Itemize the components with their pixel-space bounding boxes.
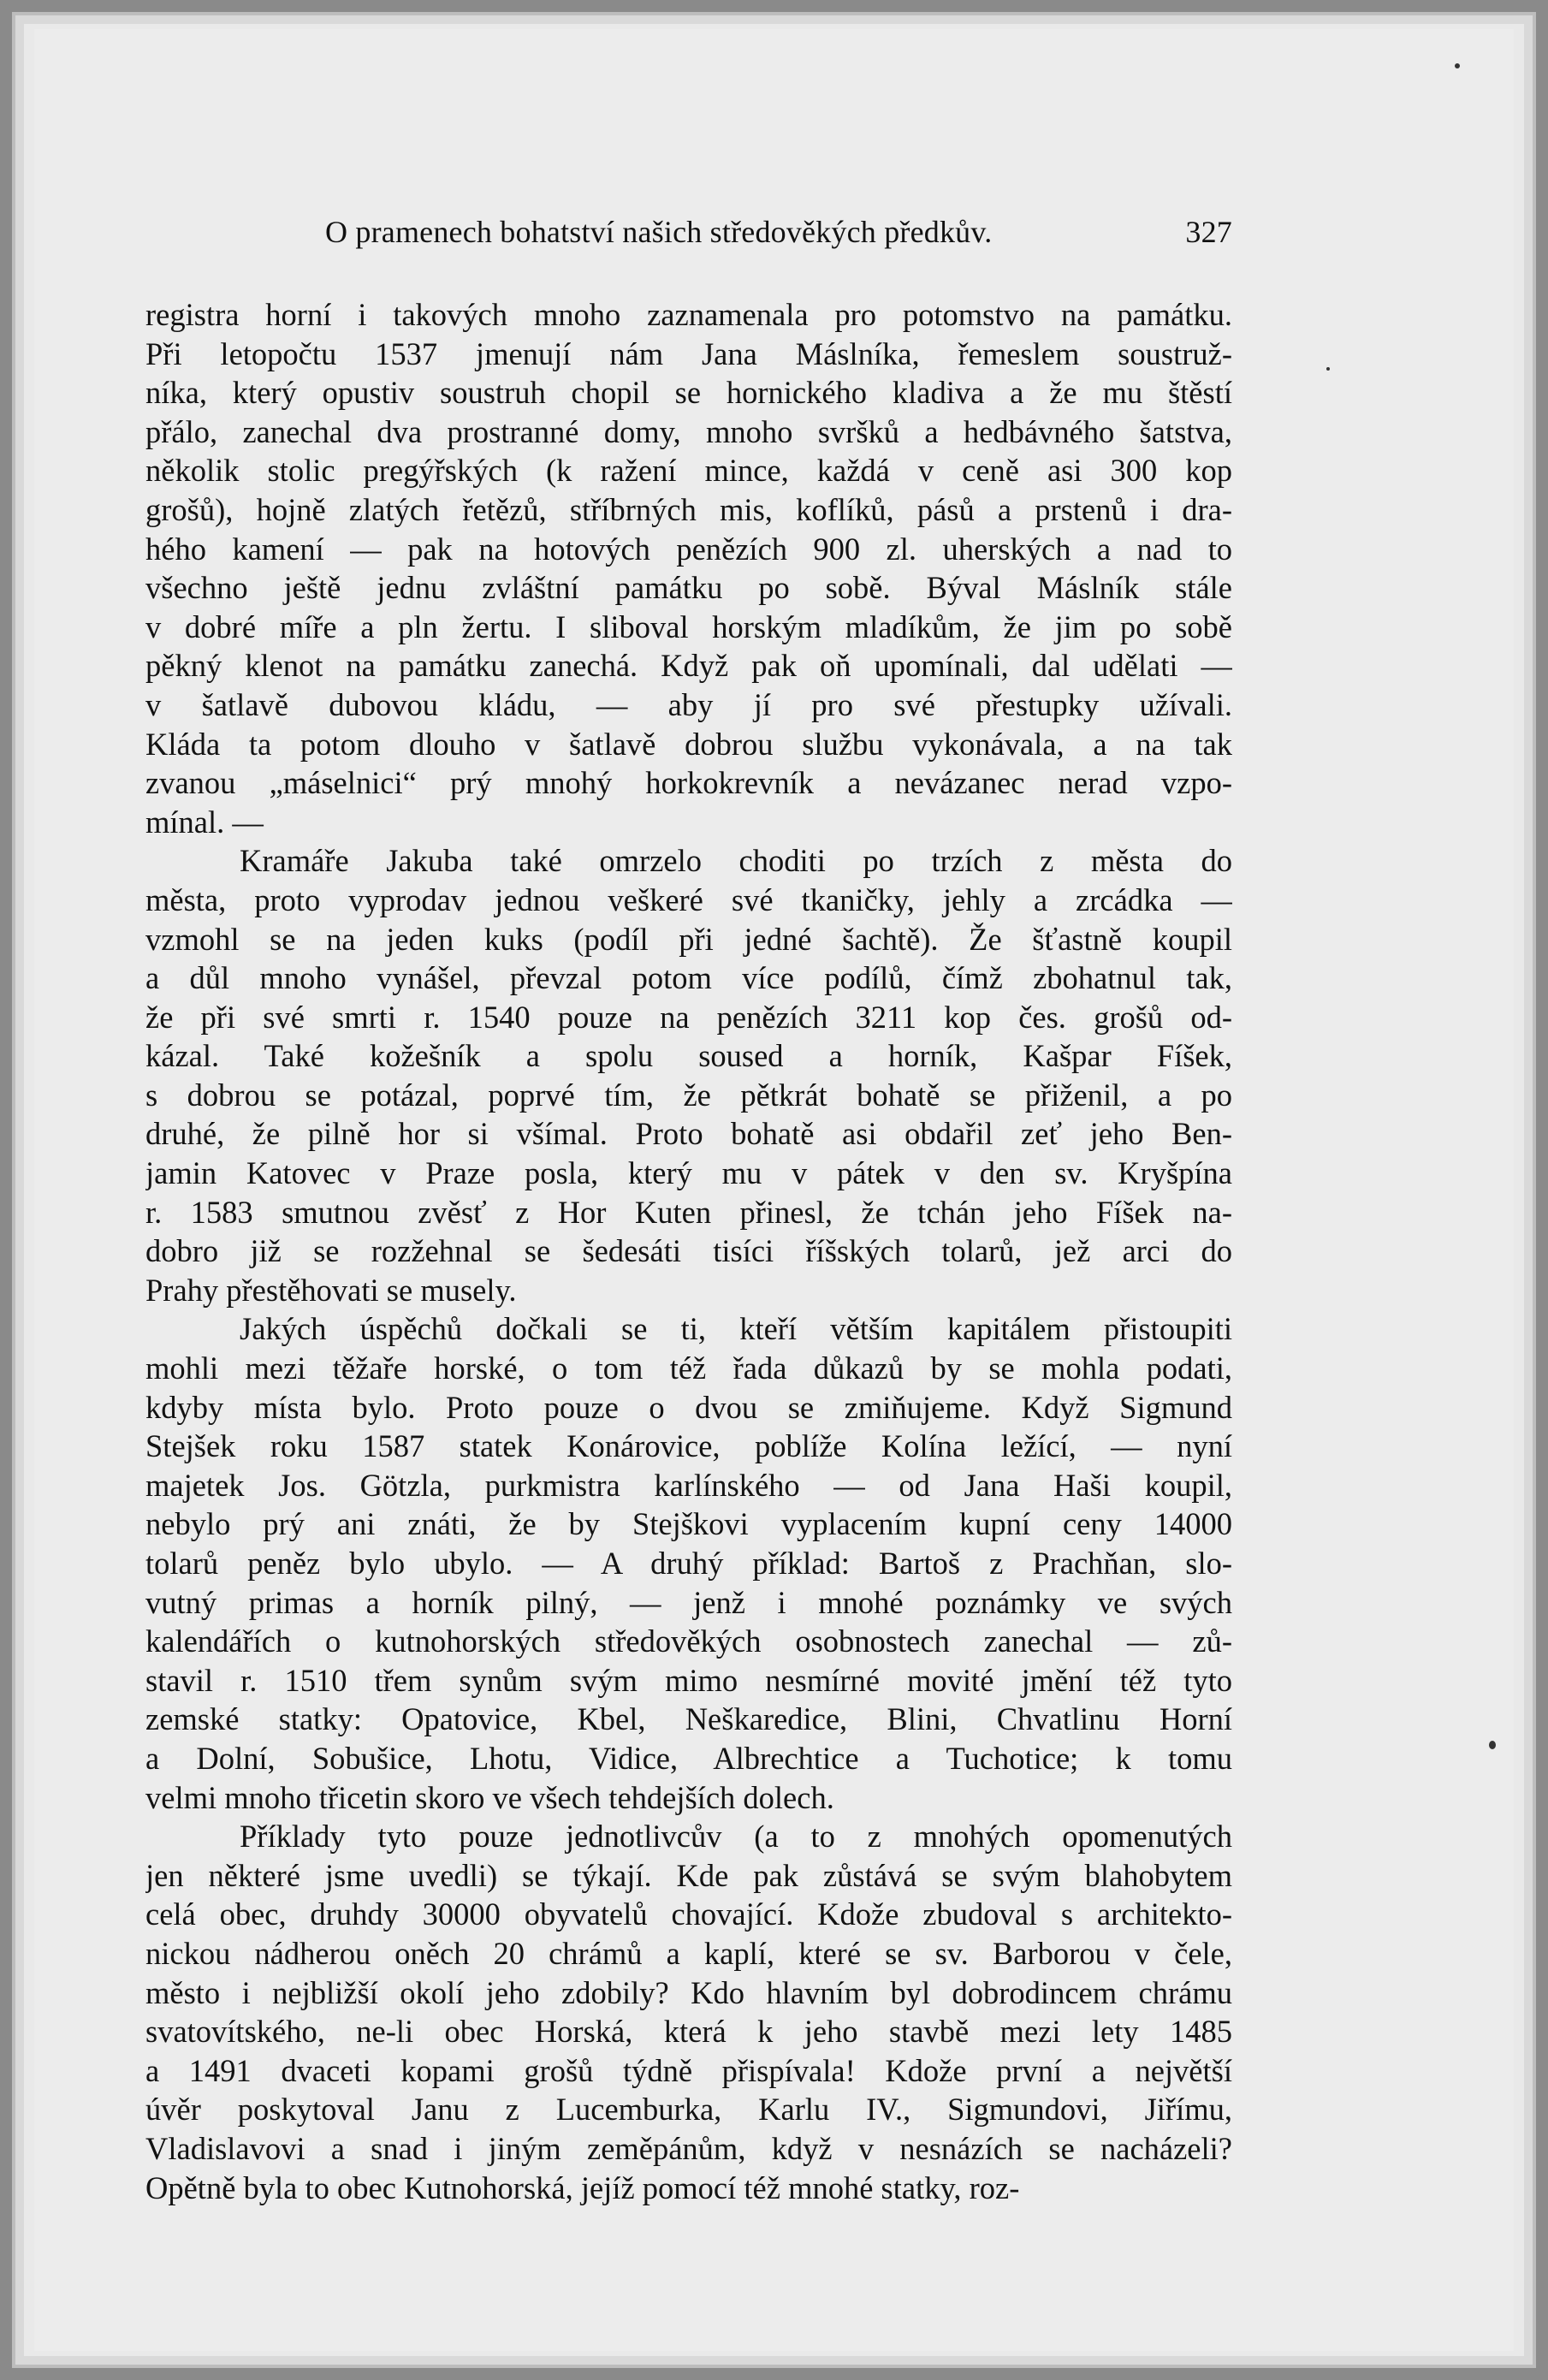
text-line: jamin Katovec v Praze posla, který mu v pátek v den sv. Kryšpína	[145, 1155, 1232, 1191]
text-line: Vladislavovi a snad i jiným zeměpánům, když v nesnázích se nacházeli?	[145, 2130, 1232, 2166]
paragraph	[145, 295, 1232, 841]
text-line: nebylo prý ani znáti, že by Stejškovi vyplacením kupní ceny 14000	[145, 1506, 1232, 1542]
text-line: a 1491 dvaceti kopami grošů týdně přispívala! Kdože první a největší	[145, 2052, 1232, 2088]
text-line: Příklady tyto pouze jednotlivcův (a to z mnohých opomenutých	[240, 1819, 1232, 1855]
text-line: a důl mnoho vynášel, převzal potom více podílů, čímž zbohatnul tak,	[145, 960, 1232, 996]
text-line: majetek Jos. Götzla, purkmistra karlínského — od Jana Haši koupil,	[145, 1467, 1232, 1503]
text-line: Prahy přestěhovati se musely.	[145, 1272, 517, 1308]
text-line: Opětně byla to obec Kutnohorská, jejíž pomocí též mnohé statky, roz-	[145, 2169, 1020, 2205]
text-line: mínal. —	[145, 804, 264, 840]
ink-speck	[1489, 1741, 1496, 1749]
text-line: vutný primas a horník pilný, — jenž i mnohé poznámky ve svých	[145, 1584, 1232, 1620]
text-line: celá obec, druhdy 30000 obyvatelů chovající. Kdože zbudoval s architekto-	[145, 1896, 1232, 1932]
text-line: jen některé jsme uvedli) se týkají. Kde pak zůstává se svým blahobytem	[145, 1857, 1232, 1893]
text-line: Při letopočtu 1537 jmenují nám Jana Máslníka, řemeslem soustruž-	[145, 335, 1232, 371]
text-line: kalendářích o kutnohorských středověkých osobnostech zanechal — zů-	[145, 1623, 1232, 1659]
text-line: dobro již se rozžehnal se šedesáti tisíci říšských tolarů, jež arci do	[145, 1233, 1232, 1269]
text-line: že při své smrti r. 1540 pouze na penězích 3211 kop čes. grošů od-	[145, 999, 1232, 1035]
text-line: druhé, že pilně hor si všímal. Proto bohatě asi obdařil zeť jeho Ben-	[145, 1116, 1232, 1152]
text-line: tolarů peněz bylo ubylo. — A druhý příklad: Bartoš z Prachňan, slo-	[145, 1546, 1232, 1581]
text-line: vzmohl se na jeden kuks (podíl při jedné šachtě). Že šťastně koupil	[145, 921, 1232, 957]
text-line: přálo, zanechal dva prostranné domy, mnoho svršků a hedbávného šatstva,	[145, 413, 1232, 449]
text-line: s dobrou se potázal, poprvé tím, že pětkrát bohatě se přiženil, a po	[145, 1077, 1232, 1113]
text-line: Kramáře Jakuba také omrzelo choditi po trzích z města do	[240, 843, 1232, 879]
text-line: stavil r. 1510 třem synům svým mimo nesmírné movité jmění též tyto	[145, 1662, 1232, 1698]
text-line: mohli mezi těžaře horské, o tom též řada důkazů by se mohla podati,	[145, 1350, 1232, 1386]
text-line: Stejšek roku 1587 statek Konárovice, poblíže Kolína ležící, — nyní	[145, 1428, 1232, 1464]
text-line: Kláda ta potom dlouho v šatlavě dobrou službu vykonávala, a na tak	[145, 726, 1232, 762]
text-line: svatovítského, ne-li obec Horská, která k jeho stavbě mezi lety 1485	[145, 2014, 1232, 2050]
text-line: grošů), hojně zlatých řetězů, stříbrných mis, koflíků, pásů a prstenů i dra-	[145, 491, 1232, 527]
body-text	[145, 295, 1232, 2207]
ink-speck	[1326, 367, 1330, 371]
text-line: pěkný klenot na památku zanechá. Když pak oň upomínali, dal udělati —	[145, 648, 1232, 684]
text-line: nickou nádherou oněch 20 chrámů a kaplí, které se sv. Barborou v čele,	[145, 1935, 1232, 1971]
text-line: velmi mnoho třicetin skoro ve všech tehdejších dolech.	[145, 1779, 834, 1815]
text-line: Jakých úspěchů dočkali se ti, kteří větším kapitálem přistoupiti	[240, 1311, 1232, 1347]
text-line: města, proto vyprodav jednou veškeré své tkaničky, jehly a zrcádka —	[145, 881, 1232, 917]
text-line: několik stolic pregýřských (k ražení mince, každá v ceně asi 300 kop	[145, 453, 1232, 489]
text-line: hého kamení — pak na hotových penězích 900 zl. uherských a nad to	[145, 531, 1232, 567]
text-line: všechno ještě jednu zvláštní památku po sobě. Býval Máslník stále	[145, 570, 1232, 606]
text-line: a Dolní, Sobušice, Lhotu, Vidice, Albrechtice a Tuchotice; k tomu	[145, 1740, 1232, 1776]
text-line: kázal. Také kožešník a spolu soused a horník, Kašpar Fíšek,	[145, 1038, 1232, 1074]
text-line: v dobré míře a pln žertu. I sliboval horským mladíkům, že jim po sobě	[145, 608, 1232, 644]
text-line: kdyby místa bylo. Proto pouze o dvou se zmiňujeme. Když Sigmund	[145, 1389, 1232, 1425]
text-line: město i nejbližší okolí jeho zdobily? Kdo hlavním byl dobrodincem chrámu	[145, 1974, 1232, 2010]
page-number: 327	[1185, 215, 1232, 249]
text-line: zvanou „máselnici“ prý mnohý horkokrevník a nevázanec nerad vzpo-	[145, 765, 1232, 801]
paragraph	[145, 841, 1232, 1309]
page-title: O pramenech bohatství našich středověkých předkův.	[325, 215, 993, 249]
text-line: úvěr poskytoval Janu z Lucemburka, Karlu IV., Sigmundovi, Jiřímu,	[145, 2092, 1232, 2128]
text-line: v šatlavě dubovou kládu, — aby jí pro své přestupky užívali.	[145, 686, 1232, 722]
ink-speck	[1455, 63, 1460, 68]
text-line: níka, který opustiv soustruh chopil se hornického kladiva a že mu štěstí	[145, 375, 1232, 411]
text-line: zemské statky: Opatovice, Kbel, Neškaredice, Blini, Chvatlinu Horní	[145, 1701, 1232, 1737]
running-header	[325, 214, 1232, 257]
paragraph	[145, 1309, 1232, 1817]
text-line: r. 1583 smutnou zvěsť z Hor Kuten přinesl, že tchán jeho Fíšek na-	[145, 1194, 1232, 1230]
text-line: registra horní i takových mnoho zaznamenala pro potomstvo na památku.	[145, 297, 1232, 332]
paragraph	[145, 1817, 1232, 2207]
